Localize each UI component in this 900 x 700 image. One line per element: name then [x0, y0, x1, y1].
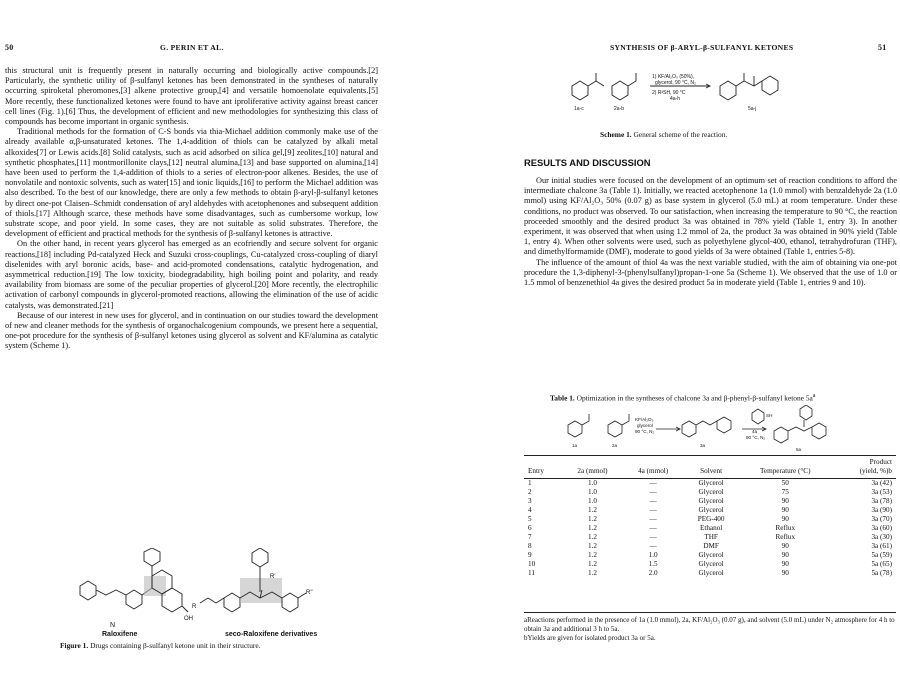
table-row — [524, 524, 896, 533]
table-cell: 2 — [528, 488, 532, 496]
table-cell: Glycerol — [698, 569, 724, 577]
table-cell: 8 — [528, 542, 532, 550]
table-cell: 90 — [781, 497, 789, 505]
table-cell: 90 — [781, 542, 789, 550]
figure-1-drawing — [40, 548, 340, 638]
table-body — [524, 479, 896, 579]
col-header-product — [832, 458, 896, 479]
table-1-cond-e: 90 °C, N₂ — [746, 435, 766, 440]
table-1-scheme — [560, 405, 860, 453]
figure-1-atom-r: R — [192, 604, 197, 610]
table-cell: 3a (78) — [871, 497, 892, 505]
table-1-label-1a: 1a — [572, 443, 578, 448]
table-cell: PEG-400 — [697, 515, 725, 523]
table-1-caption-sup: a — [812, 393, 816, 399]
table-cell: DMF — [703, 542, 719, 550]
table-cell: Glycerol — [698, 479, 724, 487]
table-cell: 5a (65) — [871, 560, 892, 568]
table-cell: 1.0 — [587, 497, 597, 505]
footnote-a: aReactions performed in the presence of 1a (1.0 mmol), 2a, KF/Al₂O₃ (0.07 g), and solvent (5.0 mL) under N₂ atmosphere for 4 h to obtain 3a and additional 3 h to 5a. — [524, 616, 895, 633]
table-cell: 1.0 — [587, 479, 597, 487]
paragraph: this structural unit is frequently present in naturally occurring and biologically active compounds.[2] Particularly, the synthetic utility of β-sulfanyl ketones has been demonstrated in the syntheses of naturally occurring spiroketal pheromones,[3] alkene protective group,[4] and versatile homoenolate equivalents.[5] More recently, these functionalized ketones were found to have ant iproliferative activity against breast cancer cell lines (Fig. 1).[6] Thus, the development of efficient and new methodologies for synthesizing this class of compounds has become important in organic synthesis. — [5, 66, 378, 127]
table-cell: 1.2 — [587, 542, 597, 550]
table-cell: 90 — [781, 506, 789, 514]
table-cell: Glycerol — [698, 551, 724, 559]
table-cell: 1 — [528, 479, 532, 487]
table-cell: 90 — [781, 560, 789, 568]
table-1-label-2a: 2a — [612, 443, 618, 448]
table-row — [524, 479, 896, 489]
running-head: SYNTHESIS OF β-ARYL-β-SULFANYL KETONES — [610, 43, 794, 52]
figure-1-caption-head: Figure 1. — [60, 641, 89, 650]
figure-1-atom-rdprime: R'' — [306, 590, 313, 596]
running-head: G. PERIN ET AL. — [160, 43, 224, 52]
table-1-label-3a: 3a — [700, 443, 706, 448]
table-footnotes — [524, 616, 896, 642]
col-header: Solvent — [683, 458, 738, 479]
table-row — [524, 533, 896, 542]
paragraph: Our initial studies were focused on the development of an optimum set of reaction conditions to afford the intermediate chalcone 3a (Table 1). Initially, we reacted acetophenone 1a (1.0 mmol) with benzaldehyde 2a (1.0 mmol) using KF/Al₂O₃ 50% (0.07 g) as base system in glycerol (5.0 mL) at room temperature. Under these conditions, no product was observed. To our satisfaction, when increasing the temperature to 90 °C, the reaction proceeded smoothly and the desired product 3a was obtained in 78% yield (Table 1, entry 3). In another experiment, it was observed that when using 1.2 mmol of 2a, the product 3a was obtained in 90% yield (Table 1, entry 4). When other solvents were used, such as polyethylene glycol-400, ethanol, tetrahydrofuran (THF), and dimethylformamide (DMF), moderate to good yields of 3a were obtained (Table 1, entries 5-8). — [524, 176, 897, 257]
table-1-cond-c: 90 °C, N₂ — [635, 429, 655, 434]
table-cell: 75 — [781, 488, 789, 496]
table-row — [524, 569, 896, 578]
table-header-row — [524, 458, 896, 479]
table-cell: — — [649, 497, 657, 505]
table-cell: THF — [704, 533, 718, 541]
table-cell: — — [649, 506, 657, 514]
scheme-1-caption-text: General scheme of the reaction. — [633, 130, 728, 139]
table-cell: — — [649, 515, 657, 523]
table-cell: 90 — [781, 515, 789, 523]
table-cell: 11 — [528, 569, 535, 577]
col-header: 4a (mmol) — [623, 458, 684, 479]
table-cell: 1.2 — [587, 569, 597, 577]
table-cell: 3a (90) — [871, 506, 892, 514]
table-cell: 3a (70) — [871, 515, 892, 523]
table-cell: Glycerol — [698, 506, 724, 514]
paragraph: The influence of the amount of thiol 4a was the next variable studied, with the aim of obtaining via one-pot procedure the 1,3-diphenyl-3-(phenylsulfanyl)propan-1-one 5a (Scheme 1). We observed that the use of 1.0 or 1.5 mmol of benzenethiol 4a gives the desired product 5a in moderate yield (Table 1, entries 9 and 10). — [524, 257, 897, 288]
table-cell: 7 — [528, 533, 532, 541]
table-cell: 5a (78) — [871, 569, 892, 577]
body-text — [5, 66, 378, 352]
table-cell: Glycerol — [698, 497, 724, 505]
table-cell: 5a (59) — [871, 551, 892, 559]
table-cell: 1.2 — [587, 551, 597, 559]
table-1-cond-d: 4a — [752, 429, 758, 434]
figure-1-label-raloxifene: Raloxifene — [102, 631, 138, 638]
table-cell: Glycerol — [698, 560, 724, 568]
table-cell: 1.2 — [587, 506, 597, 514]
table-cell: — — [649, 488, 657, 496]
table-cell: 3a (30) — [871, 533, 892, 541]
table-row — [524, 542, 896, 551]
col-header: Entry — [524, 458, 562, 479]
table-1-label-5a: 5a — [796, 447, 802, 452]
table-cell: 90 — [781, 569, 789, 577]
table-row — [524, 506, 896, 515]
table-cell: 3a (53) — [871, 488, 892, 496]
table-cell: 3a (42) — [871, 479, 892, 487]
table-cell: Glycerol — [698, 488, 724, 496]
section-title: RESULTS AND DISCUSSION — [524, 157, 651, 168]
table-cell: Reflux — [775, 524, 796, 532]
table-cell: 50 — [781, 479, 789, 487]
col-header: (yield, %)b — [859, 467, 892, 475]
scheme-1-cond-4: 4a-h — [670, 96, 681, 102]
table-cell: — — [649, 533, 657, 541]
page-number: 51 — [878, 43, 887, 52]
table-cell: — — [649, 479, 657, 487]
table-1-caption-head: Table 1. — [550, 393, 575, 403]
table-cell: — — [649, 524, 657, 532]
table-row — [524, 488, 896, 497]
scheme-1-cond-2: glycerol, 90 °C, N₂ — [655, 80, 696, 86]
paragraph: Traditional methods for the formation of C-S bonds via thia-Michael addition commonly make use of the already available α,β-unsaturated ketones. The 1,4-addition of thiols can be catalyzed by alkali metal alkoxides[7] or Lewis acids.[8] Solid catalysts, such as acid adsorbed on silica gel,[9] zeolites,[10] natural and synthetic phosphates,[11] montmorillonite clays,[12] neutral alumina,[13] and base supported on alumina,[14] have been used to perform the 1,4-addition of thiols to a series of electron-poor alkenes. Besides, the use of nonvolatile and nontoxic solvents, such as water[15] and ionic liquids,[16] to perform the Michael addition was also described. To the best of our knowledge, there are only a few methods to obtain β-aryl-β-sulfanyl ketones by direct one-pot Claisen–Schmidt condensation of aryl aldehydes with acetophenones and subsequent addition of thiols.[17] Although scarce, these methods have some disadvantages, such as cumbersome workup, low substrate scope, and poor yield. In some cases, they are not suitable as solid substrates. Therefore, the development of efficient and practical methods for the synthesis of β-sulfanyl ketones is attractive. — [5, 127, 378, 239]
table-cell: 4 — [528, 506, 532, 514]
scheme-1-label-3: 5a-j — [748, 106, 757, 112]
body-text — [524, 176, 897, 288]
figure-1-atom-n: N — [110, 622, 116, 629]
scheme-1-caption-head: Scheme 1. — [600, 130, 632, 139]
table-cell: Ethanol — [699, 524, 723, 532]
table-cell: 9 — [528, 551, 532, 559]
scheme-1-caption — [600, 130, 727, 139]
table-1-caption — [550, 393, 816, 402]
scheme-1-label-1: 1a-c — [574, 106, 584, 112]
scheme-1-cond-3: 2) R³SH, 90 °C — [652, 90, 686, 96]
phenyl-ring — [126, 590, 142, 609]
table-cell: 1.2 — [587, 515, 597, 523]
table-cell: 5 — [528, 515, 532, 523]
table-row — [524, 497, 896, 506]
table-row — [524, 560, 896, 569]
table-cell: 3 — [528, 497, 532, 505]
scheme-1-cond-1: 1) KF/Al₂O₃ (50%), — [652, 74, 695, 80]
figure-1-atom-oh: OH — [184, 616, 193, 622]
col-header: 2a (mmol) — [562, 458, 623, 479]
table-cell: 6 — [528, 524, 532, 532]
footnote-b: bYields are given for isolated product 3a or 5a. — [524, 633, 656, 642]
table-1-cond-a: KF/Al₂O₃ — [635, 417, 654, 422]
table-bottom-rule — [524, 612, 896, 613]
table-cell: 90 — [781, 551, 789, 559]
scheme-1-label-2: 2a-b — [614, 106, 625, 112]
table-cell: 10 — [528, 560, 536, 568]
table-1-caption-text: Optimization in the syntheses of chalcone 3a and β-phenyl-β-sulfanyl ketone 5a — [576, 393, 813, 403]
table-cell: 1.2 — [587, 524, 597, 532]
page-number: 50 — [5, 43, 14, 52]
paragraph: Because of our interest in new uses for glycerol, and in continuation on our studies toward the development of new and cleaner methods for the synthesis of organochalcogenium compounds, we present here a sequential, one-pot procedure for the synthesis of β-sulfanyl ketones using glycerol as solvent and KF/alumina as catalytic system (Scheme 1). — [5, 310, 378, 351]
scheme-1-drawing — [560, 64, 860, 124]
table-cell: Reflux — [775, 533, 796, 541]
table-cell: 3a (60) — [871, 524, 892, 532]
table-cell: 2.0 — [648, 569, 658, 577]
table-cell: 3a (61) — [871, 542, 892, 550]
table-cell: 1.0 — [587, 488, 597, 496]
figure-1-caption — [60, 641, 260, 650]
piperidine-ring — [80, 581, 96, 600]
figure-1-atom-rprime: R' — [270, 574, 276, 580]
table-cell: — — [649, 542, 657, 550]
table-1-sh: SH — [766, 413, 773, 418]
table-row — [524, 551, 896, 560]
figure-1-label-seco: seco-Raloxifene derivatives — [225, 631, 318, 638]
table-cell: 1.0 — [648, 551, 658, 559]
col-header: Temperature (°C) — [739, 458, 832, 479]
figure-1-caption-text: Drugs containing β-sulfanyl ketone unit in their structure. — [90, 641, 261, 650]
table-1 — [524, 458, 896, 578]
table-row — [524, 515, 896, 524]
paragraph: On the other hand, in recent years glycerol has emerged as an ecofriendly and secure solvent for organic reactions,[18] including Pd-catalyzed Heck and Suzuki cross-couplings, Cu-catalyzed cross-coupling of diaryl diselenides with aryl boronic acids, base- and acid-promoted condensations, catalytic hydrogenation, and asymmetrical reduction.[19] The low toxicity, biodegradability, high boiling point and polarity, and ready availability from biomass are some of the peculiar properties of glycerol.[20] More recently, the electrophilic activation of carbonyl compounds in glycerol-promoted reactions, allowing the elimination of the use of acidic catalysts, was demonstrated.[21] — [5, 239, 378, 310]
col-header: Product — [869, 458, 892, 466]
table-cell: 1.5 — [648, 560, 658, 568]
table-top-rule — [524, 455, 896, 456]
table-1-cond-b: glycerol — [637, 423, 653, 428]
table-cell: 1.2 — [587, 560, 597, 568]
table-cell: 1.2 — [587, 533, 597, 541]
